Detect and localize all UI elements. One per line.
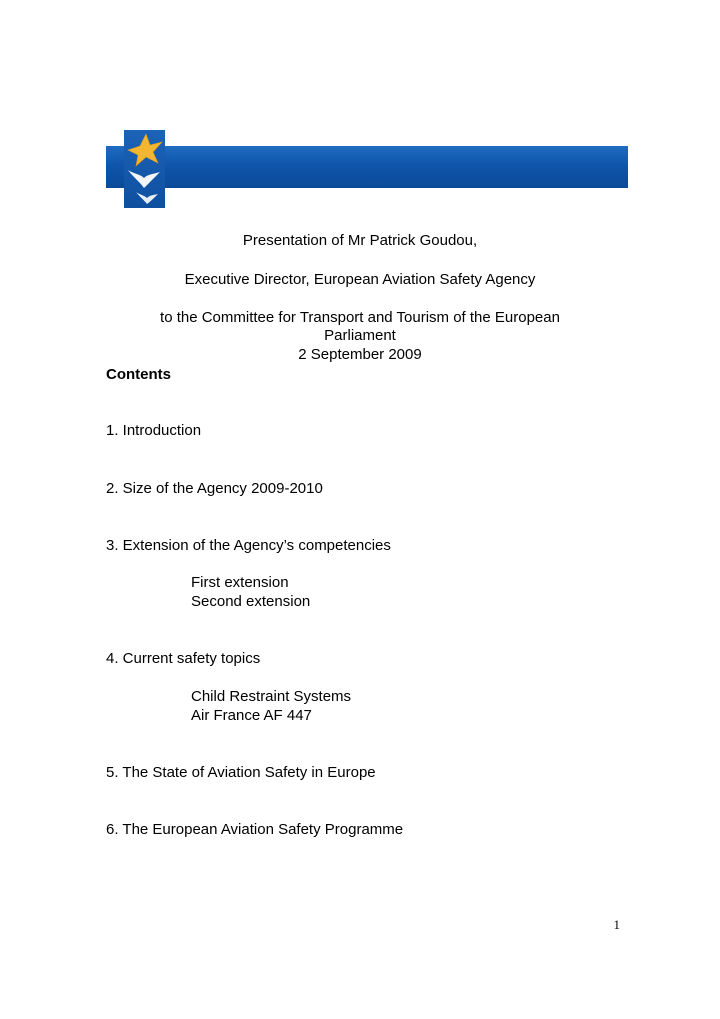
toc-item-safety-programme: 6. The European Aviation Safety Programme (106, 821, 404, 838)
toc-item-agency-size: 2. Size of the Agency 2009-2010 (106, 480, 323, 497)
contents-heading: Contents (106, 366, 171, 383)
toc-item-state-of-safety: 5. The State of Aviation Safety in Europe (106, 764, 376, 781)
toc-item-introduction: 1. Introduction (106, 422, 202, 439)
toc-item-competencies: 3. Extension of the Agency’s competencies (106, 537, 391, 554)
presenter-role: Executive Director, European Aviation Safety Agency (184, 271, 536, 288)
toc-subitem-first-extension: First extension (191, 574, 289, 591)
header-banner (106, 146, 628, 188)
presentation-date: 2 September 2009 (298, 346, 422, 363)
page-number: 1 (613, 917, 620, 932)
committee-line-continued: Parliament (324, 327, 396, 344)
star-bird-logo-icon (124, 130, 165, 208)
toc-subitem-air-france: Air France AF 447 (191, 707, 312, 724)
committee-line: to the Committee for Transport and Tourism of the European (160, 309, 560, 326)
presentation-title: Presentation of Mr Patrick Goudou, (242, 232, 478, 249)
toc-subitem-second-extension: Second extension (191, 593, 311, 610)
toc-item-safety-topics: 4. Current safety topics (106, 650, 261, 667)
toc-subitem-child-restraint: Child Restraint Systems (191, 688, 352, 705)
